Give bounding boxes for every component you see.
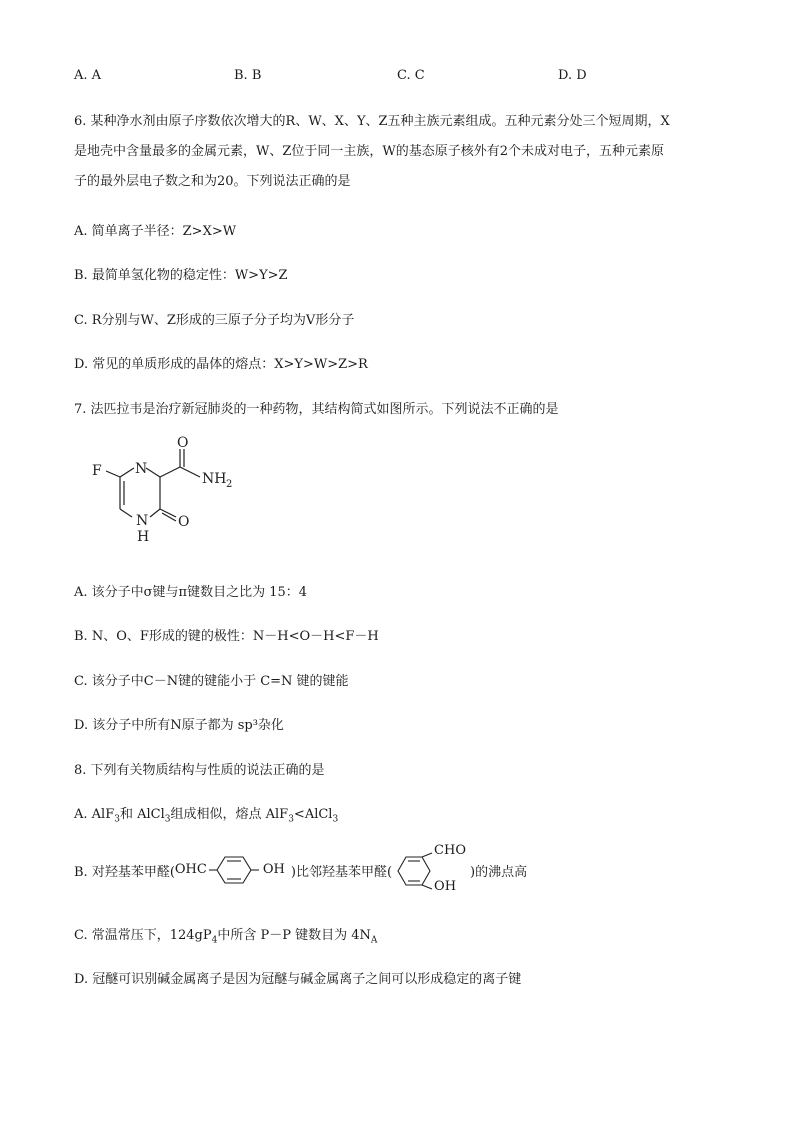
ortho-hydroxybenzaldehyde-structure	[392, 845, 470, 895]
q8-b-text: )的沸点高	[470, 864, 528, 880]
q6-stem-line: 是地壳中含量最多的金属元素，W、Z位于同一主族，W的基态原子核外有2个未成对电子，五种元素原	[74, 144, 665, 159]
q8-a-sub: 3	[288, 814, 294, 825]
group-cho-label: CHO	[434, 843, 466, 858]
q6-stem	[74, 107, 724, 197]
atom-h-label: H	[137, 529, 150, 545]
q8-a-text: 组成相似，熔点 AlF	[170, 807, 289, 822]
q8-option-a	[74, 803, 339, 825]
q8-b-text: )比邻羟基苯甲醛(	[290, 864, 393, 880]
q8-c-sub: A	[370, 935, 378, 946]
q8-option-d: D. 冠醚可识别碱金属离子是因为冠醚与碱金属离子之间可以形成稳定的离子键	[74, 972, 522, 987]
para-hydroxybenzaldehyde-structure	[175, 855, 291, 885]
atom-nh2-subscript: 2	[226, 479, 233, 490]
atom-o-label: O	[177, 435, 189, 451]
q7-option-c: C. 该分子中C－N键的键能小于 C=N 键的键能	[74, 674, 349, 689]
q5-option-c: C. C	[397, 68, 425, 83]
atom-f-label: F	[92, 463, 102, 479]
q7-option-d: D. 该分子中所有N原子都为 sp³杂化	[74, 718, 284, 733]
q8-a-text: 和 AlCl	[119, 807, 165, 822]
atom-nh2-label: NH	[202, 471, 227, 487]
q8-c-text: 中所含 P－P 键数目为 4N	[217, 928, 371, 943]
favipiravir-structure	[80, 435, 270, 555]
benzene-ring-icon	[392, 851, 438, 891]
q7-option-b: B. N、O、F形成的键的极性：N－H<O－H<F－H	[74, 629, 379, 644]
group-oh-label: OH	[262, 862, 285, 877]
benzene-ring-icon	[209, 855, 259, 885]
q8-a-text: A. AlF	[74, 807, 115, 822]
q8-stem: 8. 下列有关物质结构与性质的说法正确的是	[74, 763, 325, 778]
q8-a-sub: 3	[164, 814, 171, 825]
q7-stem: 7. 法匹拉韦是治疗新冠肺炎的一种药物，其结构简式如图所示。下列说法不正确的是	[74, 402, 559, 417]
q8-c-text: C. 常温常压下，124gP	[74, 928, 212, 943]
q8-b-text: B. 对羟基苯甲醛(	[74, 864, 175, 880]
atom-n-label: N	[136, 513, 149, 529]
q6-stem-line: 6. 某种净水剂由原子序数依次增大的R、W、X、Y、Z五种主族元素组成。五种元素分处三个短周期，X	[74, 114, 670, 129]
q8-c-sub: 4	[211, 935, 218, 946]
atom-n-label: N	[135, 461, 148, 477]
q7-option-a: A. 该分子中σ键与π键数目之比为 15：4	[74, 585, 308, 600]
q5-option-d: D. D	[558, 68, 587, 83]
q6-option-a: A. 简单离子半径：Z>X>W	[74, 224, 237, 239]
group-oh-label: OH	[434, 879, 457, 894]
group-ohc-label: OHC	[174, 862, 207, 877]
q8-option-b	[74, 845, 527, 895]
q8-a-sub: 3	[332, 814, 339, 825]
q8-a-sub: 3	[114, 814, 120, 825]
q8-option-c	[74, 924, 378, 946]
q8-a-text: <AlCl	[293, 807, 333, 822]
q6-option-c: C. R分别与W、Z形成的三原子分子均为V形分子	[74, 313, 355, 328]
atom-o-label: O	[178, 514, 190, 530]
q6-option-d: D. 常见的单质形成的晶体的熔点：X>Y>W>Z>R	[74, 357, 368, 372]
q5-option-a: A. A	[74, 68, 102, 83]
q6-stem-line: 子的最外层电子数之和为20。下列说法正确的是	[74, 174, 351, 189]
q5-option-b: B. B	[234, 68, 262, 83]
q6-option-b: B. 最简单氢化物的稳定性：W>Y>Z	[74, 268, 288, 283]
